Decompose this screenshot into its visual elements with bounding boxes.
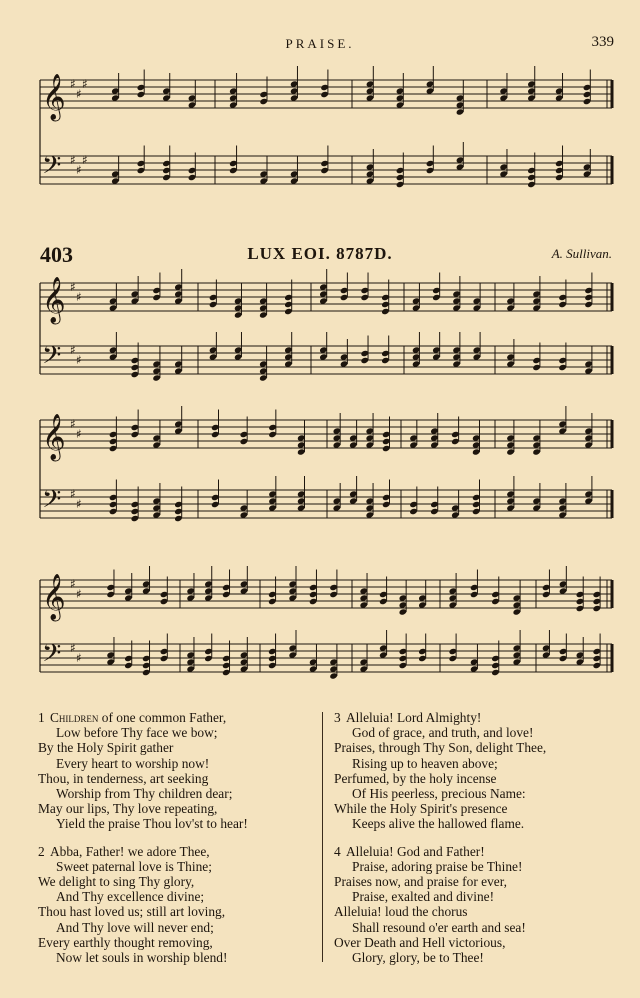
sharp-icon: ♯: [82, 77, 88, 91]
page-header-title: PRAISE.: [285, 36, 355, 51]
sharp-icon: ♯: [70, 77, 76, 91]
verse-line: [334, 844, 614, 859]
bass-clef-icon: 𝄢: [42, 639, 62, 674]
verse-line: [334, 935, 614, 950]
bass-clef-icon: 𝄢: [42, 151, 62, 186]
verse-line-text: Worship from Thy children dear;: [56, 786, 233, 802]
verse-line-text: And Thy excellence divine;: [56, 889, 205, 905]
verse-line-text: Praise, exalted and divine!: [352, 889, 495, 905]
verse-line-text: Abba, Father! we adore Thee,: [50, 843, 210, 859]
verse-line: [334, 816, 614, 831]
verse-line: [334, 725, 614, 740]
verse-line: [334, 889, 614, 904]
verse-line: [38, 874, 318, 889]
sharp-icon: ♯: [76, 651, 82, 665]
verse-line-text: Now let souls in worship blend!: [56, 950, 228, 966]
stanza-number: 3: [334, 710, 341, 725]
tune-name: LUX EOI. 8787D.: [247, 244, 393, 263]
sharp-icon: ♯: [76, 497, 82, 511]
verse-line: [38, 844, 318, 859]
stanza-1: [38, 710, 318, 832]
verse-line-text: Keeps alive the hallowed flame.: [352, 816, 525, 832]
sharp-icon: ♯: [70, 280, 76, 294]
sharp-icon: ♯: [70, 487, 76, 501]
sharp-icon: ♯: [76, 587, 82, 601]
stanza-3: [334, 710, 614, 832]
sharp-icon: ♯: [76, 290, 82, 304]
hymn-number: 403: [40, 242, 73, 267]
verse-line-text: Praises now, and praise for ever,: [334, 874, 507, 890]
stanza-number: 4: [334, 843, 341, 859]
column-divider: [322, 712, 323, 962]
treble-clef-icon: 𝄞: [42, 74, 66, 120]
verse-line: [334, 740, 614, 755]
verse-line: [334, 874, 614, 889]
verse-line-text: Low before Thy face we bow;: [56, 725, 218, 741]
verse-line-text: By the Holy Spirit gather: [38, 740, 174, 756]
verse-line-text: Alleluia! Lord Almighty!: [346, 710, 482, 725]
verse-line-text: Alleluia! loud the chorus: [334, 904, 468, 920]
sharp-icon: ♯: [70, 577, 76, 591]
verse-line: [38, 725, 318, 740]
bass-clef-icon: 𝄢: [42, 485, 62, 520]
verse-line: [38, 771, 318, 786]
treble-clef-icon: 𝄞: [42, 414, 66, 460]
verse-line-text: Perfumed, by the holy incense: [334, 770, 497, 786]
verse-line-text: of one common Father,: [98, 710, 227, 725]
verse-line: [334, 904, 614, 919]
sharp-icon: ♯: [82, 153, 88, 167]
verse-line: [38, 904, 318, 919]
page-number: 339: [591, 34, 614, 50]
verse-line: [38, 801, 318, 816]
verse-line: [38, 710, 318, 725]
verse-line: [38, 920, 318, 935]
sharp-icon: ♯: [76, 163, 82, 177]
verse-line: [334, 756, 614, 771]
verse-line-text: Alleluia! God and Father!: [346, 843, 485, 859]
verse-line-text: Praise, adoring praise be Thine!: [352, 858, 523, 874]
bass-clef-icon: 𝄢: [42, 341, 62, 376]
verses-left-column: [38, 710, 318, 977]
verse-line-text: God of grace, and truth, and love!: [352, 725, 534, 741]
sharp-icon: ♯: [70, 417, 76, 431]
treble-clef-icon: 𝄞: [42, 574, 66, 620]
verse-line-text: We delight to sing Thy glory,: [38, 874, 195, 890]
sharp-icon: ♯: [70, 343, 76, 357]
verse-line-text: Yield the praise Thou lov'st to hear!: [56, 816, 248, 832]
verse-line-text: Thou hast loved us; still art loving,: [38, 904, 226, 920]
treble-clef-icon: 𝄞: [42, 277, 66, 323]
verse-line: [334, 920, 614, 935]
verse-line: [334, 710, 614, 725]
verse-line-text: Every heart to worship now!: [56, 755, 210, 771]
verse-line: [38, 889, 318, 904]
verse-line: [38, 950, 318, 965]
verse-line-text: Of His peerless, precious Name:: [352, 786, 526, 802]
verse-line-text: Thou, in tenderness, art seeking: [38, 770, 209, 786]
verse-line: [334, 786, 614, 801]
verse-line-text: Every earthly thought removing,: [38, 934, 213, 950]
verse-line: [38, 740, 318, 755]
verse-line: [38, 935, 318, 950]
verse-line-text: May our lips, Thy love repeating,: [38, 801, 218, 817]
sharp-icon: ♯: [70, 153, 76, 167]
verse-line: [38, 786, 318, 801]
sharp-icon: ♯: [76, 353, 82, 367]
sharp-icon: ♯: [76, 87, 82, 101]
verses-right-column: [334, 710, 614, 977]
verse-line-text: Sweet paternal love is Thine;: [56, 858, 212, 874]
verse-line-text: Over Death and Hell victorious,: [334, 934, 506, 950]
stanza-4: [334, 844, 614, 966]
sharp-icon: ♯: [70, 641, 76, 655]
verse-line-text: Glory, glory, be to Thee!: [352, 950, 484, 966]
verse-line: [334, 771, 614, 786]
sharp-icon: ♯: [76, 427, 82, 441]
verse-line-text: Rising up to heaven above;: [352, 755, 498, 771]
verse-line-text: Shall resound o'er earth and sea!: [352, 919, 526, 935]
stanza-number: 2: [38, 843, 45, 859]
composer-credit: A. Sullivan.: [551, 246, 612, 261]
verse-line: [38, 756, 318, 771]
verse-line: [38, 859, 318, 874]
verse-line-text: And Thy love will never end;: [56, 919, 214, 935]
verse-line: [334, 859, 614, 874]
verse-line: [38, 816, 318, 831]
stanza-2: [38, 844, 318, 966]
verse-line-text: While the Holy Spirit's presence: [334, 801, 508, 817]
verse-first-word: Children: [50, 710, 99, 725]
verse-line-text: Praises, through Thy Son, delight Thee,: [334, 740, 547, 756]
verse-line: [334, 801, 614, 816]
verse-line: [334, 950, 614, 965]
stanza-number: 1: [38, 710, 45, 725]
